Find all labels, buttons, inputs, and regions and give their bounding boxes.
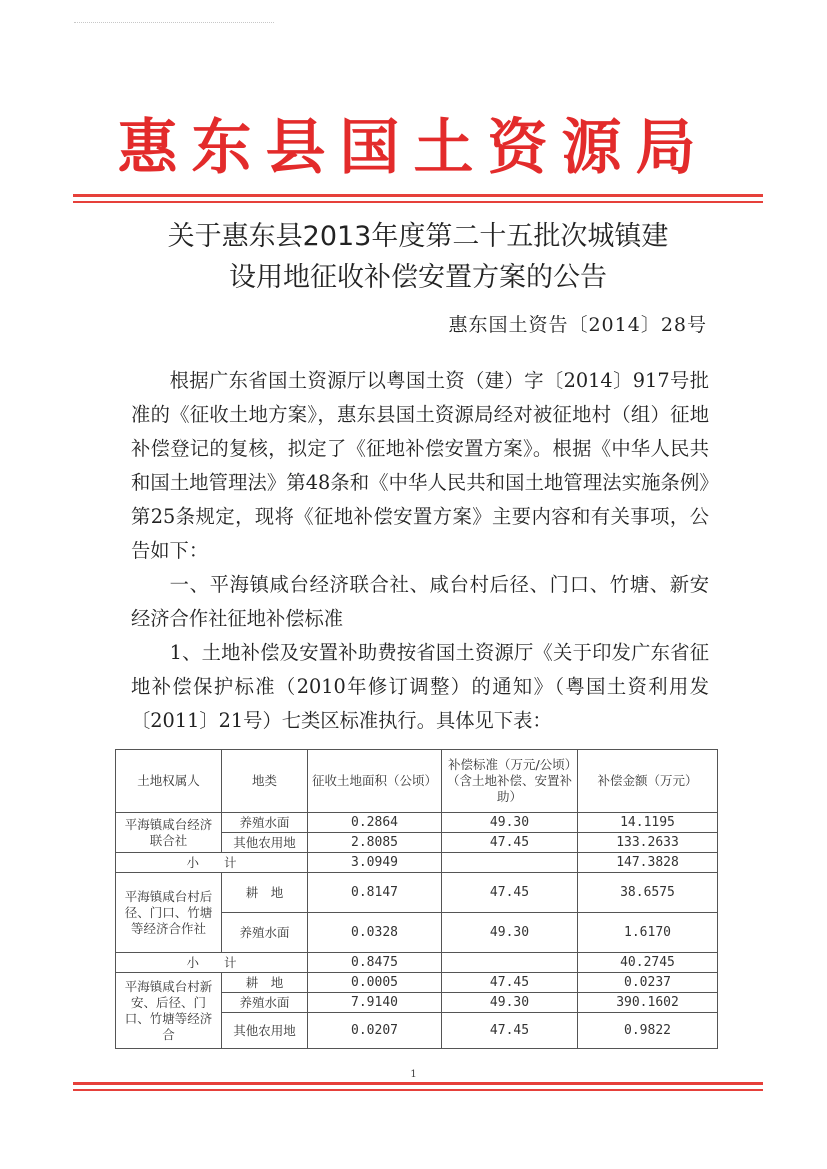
land-type-cell: 其他农用地 — [222, 833, 308, 853]
subtotal-amount: 147.3828 — [578, 853, 718, 873]
body-paragraph: 根据广东省国土资源厅以粤国土资（建）字〔2014〕917号批准的《征收土地方案》，惠东县国土资源局经对被征地村（组）征地补偿登记的复核，拟定了《征地补偿安置方案》。根据《中华人民共和国土地管理法》第48条和《中华人民共和国土地管理法实施条例》第25条规定，现将《征地补偿安置方案》主要内容和有关事项，公告如下： — [131, 369, 709, 562]
document-number: 惠东国土资告〔2014〕28号 — [448, 314, 707, 336]
subtotal-rate-empty — [442, 953, 578, 973]
amount-cell: 0.9822 — [578, 1013, 718, 1049]
announcement-body — [131, 364, 709, 738]
amount-cell: 38.6575 — [578, 873, 718, 913]
scan-header-mark — [74, 22, 274, 31]
subtotal-label: 小 计 — [116, 853, 308, 873]
column-header: 征收土地面积（公顷） — [308, 750, 442, 813]
subtotal-label: 小 计 — [116, 953, 308, 973]
footer-rule-thick — [73, 1082, 763, 1085]
document-title-line-1: 关于惠东县2013年度第二十五批次城镇建 — [167, 221, 669, 252]
section-heading: 一、平海镇咸台经济联合社、咸台村后径、门口、竹塘、新安经济合作社征地补偿标准 — [131, 573, 709, 630]
footer-rule-thin — [73, 1089, 763, 1091]
subtotal-rate-empty — [442, 853, 578, 873]
amount-cell: 133.2633 — [578, 833, 718, 853]
body-paragraph: 1、土地补偿及安置补助费按省国土资源厅《关于印发广东省征地补偿保护标准（2010年修订调整）的通知》（粤国土资利用发〔2011〕21号）七类区标准执行。具体见下表： — [131, 641, 709, 732]
column-header: 补偿金额（万元） — [578, 750, 718, 813]
land-type-cell: 其他农用地 — [222, 1013, 308, 1049]
land-owner-cell: 平海镇咸台村后径、门口、竹塘等经济合作社 — [116, 873, 222, 953]
rate-cell: 47.45 — [442, 833, 578, 853]
rate-cell: 49.30 — [442, 813, 578, 833]
table-header-row — [116, 750, 718, 813]
area-cell: 0.0005 — [308, 973, 442, 993]
column-header: 土地权属人 — [116, 750, 222, 813]
area-cell: 0.0328 — [308, 913, 442, 953]
column-header: 补偿标准（万元/公顷）（含土地补偿、安置补助） — [442, 750, 578, 813]
letterhead-rule-thin — [73, 201, 763, 203]
land-owner-cell: 平海镇咸台村新安、后径、门口、竹塘等经济合 — [116, 973, 222, 1049]
amount-cell: 0.0237 — [578, 973, 718, 993]
document-title-line-2: 设用地征收补偿安置方案的公告 — [229, 262, 607, 293]
amount-cell: 14.1195 — [578, 813, 718, 833]
rate-cell: 47.45 — [442, 1013, 578, 1049]
land-type-cell: 养殖水面 — [222, 913, 308, 953]
land-type-cell: 养殖水面 — [222, 993, 308, 1013]
rate-cell: 47.45 — [442, 973, 578, 993]
column-header: 地类 — [222, 750, 308, 813]
amount-cell: 390.1602 — [578, 993, 718, 1013]
amount-cell: 1.6170 — [578, 913, 718, 953]
land-owner-cell: 平海镇咸台经济联合社 — [116, 813, 222, 853]
rate-cell: 49.30 — [442, 913, 578, 953]
subtotal-amount: 40.2745 — [578, 953, 718, 973]
area-cell: 0.0207 — [308, 1013, 442, 1049]
land-type-cell: 耕 地 — [222, 873, 308, 913]
agency-letterhead: 惠东县国土资源局 — [117, 113, 710, 183]
page-number: 1 — [410, 1069, 417, 1080]
table-row — [116, 813, 718, 833]
subtotal-row — [116, 853, 718, 873]
land-type-cell: 耕 地 — [222, 973, 308, 993]
table-row — [116, 873, 718, 913]
compensation-table — [115, 749, 718, 1049]
area-cell: 0.8147 — [308, 873, 442, 913]
subtotal-row — [116, 953, 718, 973]
area-cell: 7.9140 — [308, 993, 442, 1013]
table-row — [116, 973, 718, 993]
rate-cell: 47.45 — [442, 873, 578, 913]
area-cell: 0.2864 — [308, 813, 442, 833]
area-cell: 2.8085 — [308, 833, 442, 853]
rate-cell: 49.30 — [442, 993, 578, 1013]
letterhead-rule-thick — [73, 194, 763, 197]
subtotal-area: 3.0949 — [308, 853, 442, 873]
subtotal-area: 0.8475 — [308, 953, 442, 973]
land-type-cell: 养殖水面 — [222, 813, 308, 833]
